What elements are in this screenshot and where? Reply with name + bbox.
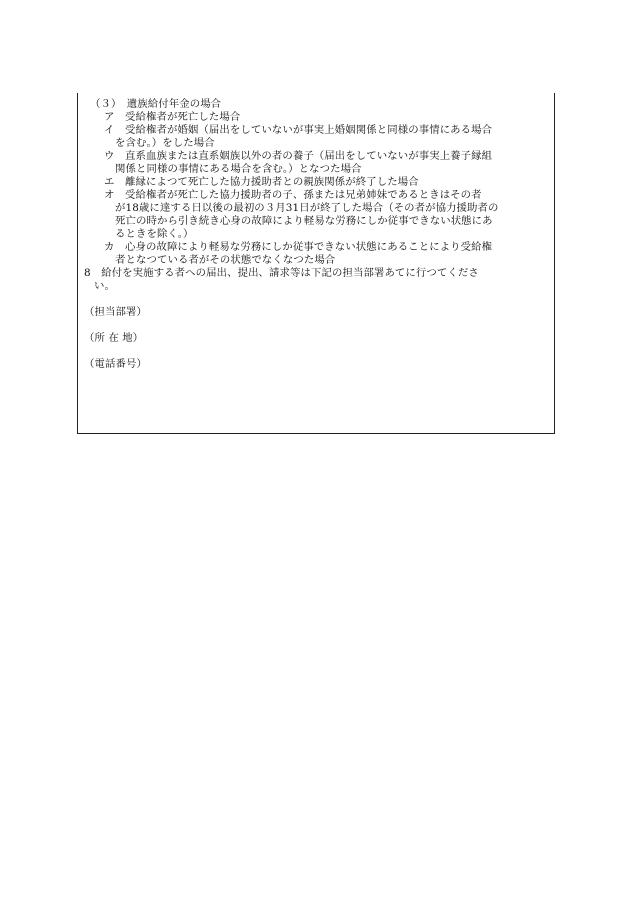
section-3-heading: （３） 遺族給付年金の場合 [90, 98, 222, 110]
contact-address-label: （所 在 地） [84, 332, 144, 344]
contact-department-label: （担当部署） [84, 306, 147, 318]
contact-phone-label: （電話番号） [84, 358, 147, 370]
